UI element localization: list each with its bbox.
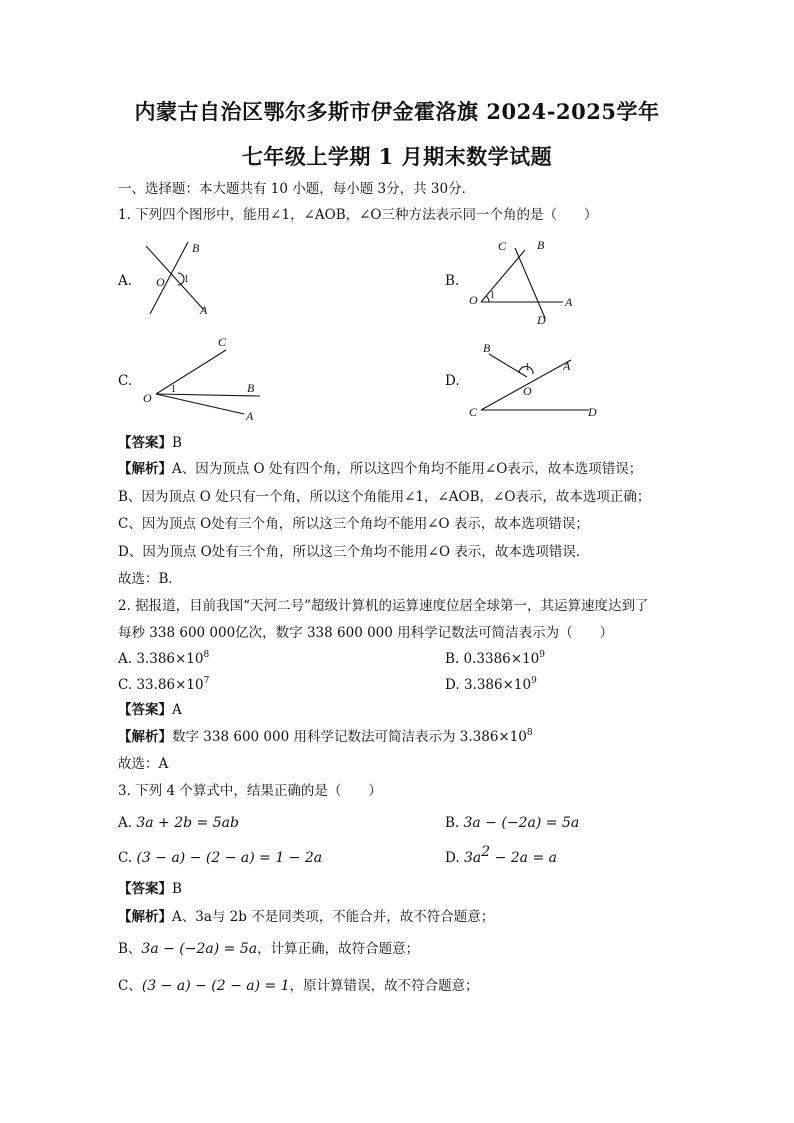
q1-analysis-c: C、因为顶点 O处有三个角，所以这三个角均不能用∠O 表示，故本选项错误； xyxy=(118,516,589,532)
option-expression: (3 − a) − (2 − a) = 1 − 2a xyxy=(136,850,323,866)
q2-analysis xyxy=(118,728,533,746)
fig-b-label-a: A xyxy=(565,295,573,309)
fig-c-label-c: C xyxy=(218,335,227,349)
fig-b-label-c: C xyxy=(498,239,507,253)
answer-tag: 【答案】 xyxy=(118,702,172,718)
option-label: B. xyxy=(445,815,464,831)
q3-analysis-a xyxy=(118,908,494,926)
option-base: 3.386×10 xyxy=(463,677,532,693)
q1-figure-d xyxy=(465,338,605,422)
answer-tag: 【答案】 xyxy=(118,881,172,897)
fig-c-label-1: 1 xyxy=(171,384,176,395)
option-label: C. xyxy=(118,677,137,693)
q3-option-d xyxy=(445,844,557,867)
analysis-exponent: 8 xyxy=(526,728,533,738)
q1-stem: 1. 下列四个图形中，能用∠1，∠AOB，∠O三种方法表示同一个角的是（ ） xyxy=(118,207,598,223)
q1-option-b-label: B. xyxy=(445,273,460,289)
q3-option-b xyxy=(445,814,579,832)
option-label: D. xyxy=(445,677,464,693)
fig-c-label-o: O xyxy=(143,391,152,405)
q2-option-d xyxy=(445,676,537,694)
q3-option-c xyxy=(118,849,322,867)
option-exponent: 9 xyxy=(539,650,545,660)
section-heading: 一、选择题：本大题共有 10 小题，每小题 3分，共 30分． xyxy=(118,181,476,197)
analysis-text: A、3a与 2b 不是同类项，不能合并，故不符合题意； xyxy=(172,909,495,925)
analysis-text: ，计算正确，故符合题意； xyxy=(257,941,420,957)
option-label: A. xyxy=(118,651,137,667)
analysis-expression: (3 − a) − (2 − a) = 1 xyxy=(141,978,290,994)
analysis-expression: 3a − (−2a) = 5a xyxy=(141,941,258,957)
fig-b-angle-arc xyxy=(486,296,489,302)
q3-stem: 3. 下列 4 个算式中，结果正确的是（ ） xyxy=(118,783,382,799)
fig-d-label-a: A xyxy=(563,359,571,373)
q2-stem-line2: 每秒 338 600 000亿次，数字 338 600 000 用科学记数法可简洁表示为（ ） xyxy=(118,625,614,641)
q1-analysis-d: D、因为顶点 O处有三个角，所以这三个角均不能用∠O 表示，故本选项错误． xyxy=(118,544,590,560)
analysis-label: B、 xyxy=(118,941,142,957)
q2-answer xyxy=(118,701,182,719)
fig-d-label-1: 1 xyxy=(525,362,530,373)
analysis-tag: 【解析】 xyxy=(118,909,172,925)
q3-answer xyxy=(118,880,182,898)
answer-tag: 【答案】 xyxy=(118,435,172,451)
option-expression: 3a xyxy=(463,850,482,866)
fig-d-label-d: D xyxy=(588,405,597,419)
q1-option-a-label: A. xyxy=(118,273,133,289)
analysis-tag: 【解析】 xyxy=(118,461,172,477)
option-base: 33.86×10 xyxy=(136,677,204,693)
option-label: B. xyxy=(445,651,464,667)
analysis-label: C、 xyxy=(118,978,142,994)
fig-b-label-1: 1 xyxy=(490,290,495,301)
fig-b-ray-ob xyxy=(481,250,525,302)
option-base: 0.3386×10 xyxy=(463,651,540,667)
fig-c-label-b: B xyxy=(247,381,255,395)
fig-a-label-o: O xyxy=(156,275,165,289)
q2-stem-line1: 2. 据报道，目前我国“天河二号”超级计算机的运算速度位居全球第一，其运算速度达到了 xyxy=(118,598,649,614)
fig-d-label-c: C xyxy=(469,405,478,419)
page-title-line1: 内蒙古自治区鄂尔多斯市伊金霍洛旗 2024-2025学年 xyxy=(134,99,660,124)
q1-figure-b xyxy=(465,236,585,328)
option-label: D. xyxy=(445,850,464,866)
fig-b-label-d: D xyxy=(537,313,546,327)
fig-c-ray-oc xyxy=(156,350,226,394)
q1-conclusion: 故选：B． xyxy=(118,571,182,587)
option-exponent: 9 xyxy=(531,676,537,686)
fig-a-label-a: A xyxy=(200,303,208,317)
option-expression: 3a − (−2a) = 5a xyxy=(463,815,580,831)
option-label: A. xyxy=(118,815,137,831)
fig-d-label-o: O xyxy=(523,384,532,398)
analysis-text: ，原计算错误，故不符合题意； xyxy=(289,978,479,994)
q2-option-a xyxy=(118,650,209,668)
q3-analysis-b xyxy=(118,940,419,958)
q2-option-c xyxy=(118,676,209,694)
fig-c-ray-oa xyxy=(156,394,244,414)
analysis-text: A、因为顶点 O 处有四个角，所以这四个角均不能用∠O表示，故本选项错误； xyxy=(172,461,643,477)
option-exponent: 8 xyxy=(203,650,210,660)
fig-d-ray-ob xyxy=(489,354,527,377)
q1-option-c-label: C. xyxy=(118,373,133,389)
answer-value: A xyxy=(172,702,182,718)
option-exponent: 2 xyxy=(481,844,491,860)
q1-answer xyxy=(118,434,182,452)
q1-analysis-b: B、因为顶点 O 处只有一个角，所以这个角能用∠1，∠AOB，∠O表示，故本选项正确； xyxy=(118,489,651,505)
q1-figure-c xyxy=(140,334,270,424)
analysis-text: 数字 338 600 000 用科学记数法可简洁表示为 3.386×10 xyxy=(172,729,527,745)
q3-analysis-c xyxy=(118,977,479,995)
fig-b-label-b: B xyxy=(537,238,545,252)
fig-b-label-o: O xyxy=(469,293,478,307)
fig-c-label-a: A xyxy=(246,409,254,423)
q1-figure-a xyxy=(140,238,230,320)
fig-a-label-1: 1 xyxy=(184,274,189,285)
q2-conclusion: 故选：A xyxy=(118,756,169,772)
page-title-line2: 七年级上学期 1 月期末数学试题 xyxy=(241,144,553,169)
q2-option-b xyxy=(445,650,545,668)
option-base: 3.386×10 xyxy=(136,651,204,667)
answer-value: B xyxy=(172,881,182,897)
q1-analysis-a xyxy=(118,460,642,478)
fig-d-label-b: B xyxy=(483,341,491,355)
fig-a-label-b: B xyxy=(192,241,200,255)
q1-option-d-label: D. xyxy=(445,373,460,389)
fig-b-line-cd xyxy=(515,248,545,318)
answer-value: B xyxy=(172,435,182,451)
analysis-tag: 【解析】 xyxy=(118,729,172,745)
fig-a-line-2 xyxy=(146,246,204,310)
option-label: C. xyxy=(118,850,137,866)
q3-option-a xyxy=(118,814,239,832)
option-expression: 3a + 2b = 5ab xyxy=(136,815,239,831)
option-exponent: 7 xyxy=(203,676,210,686)
option-expression-rest: − 2a = a xyxy=(490,850,557,866)
